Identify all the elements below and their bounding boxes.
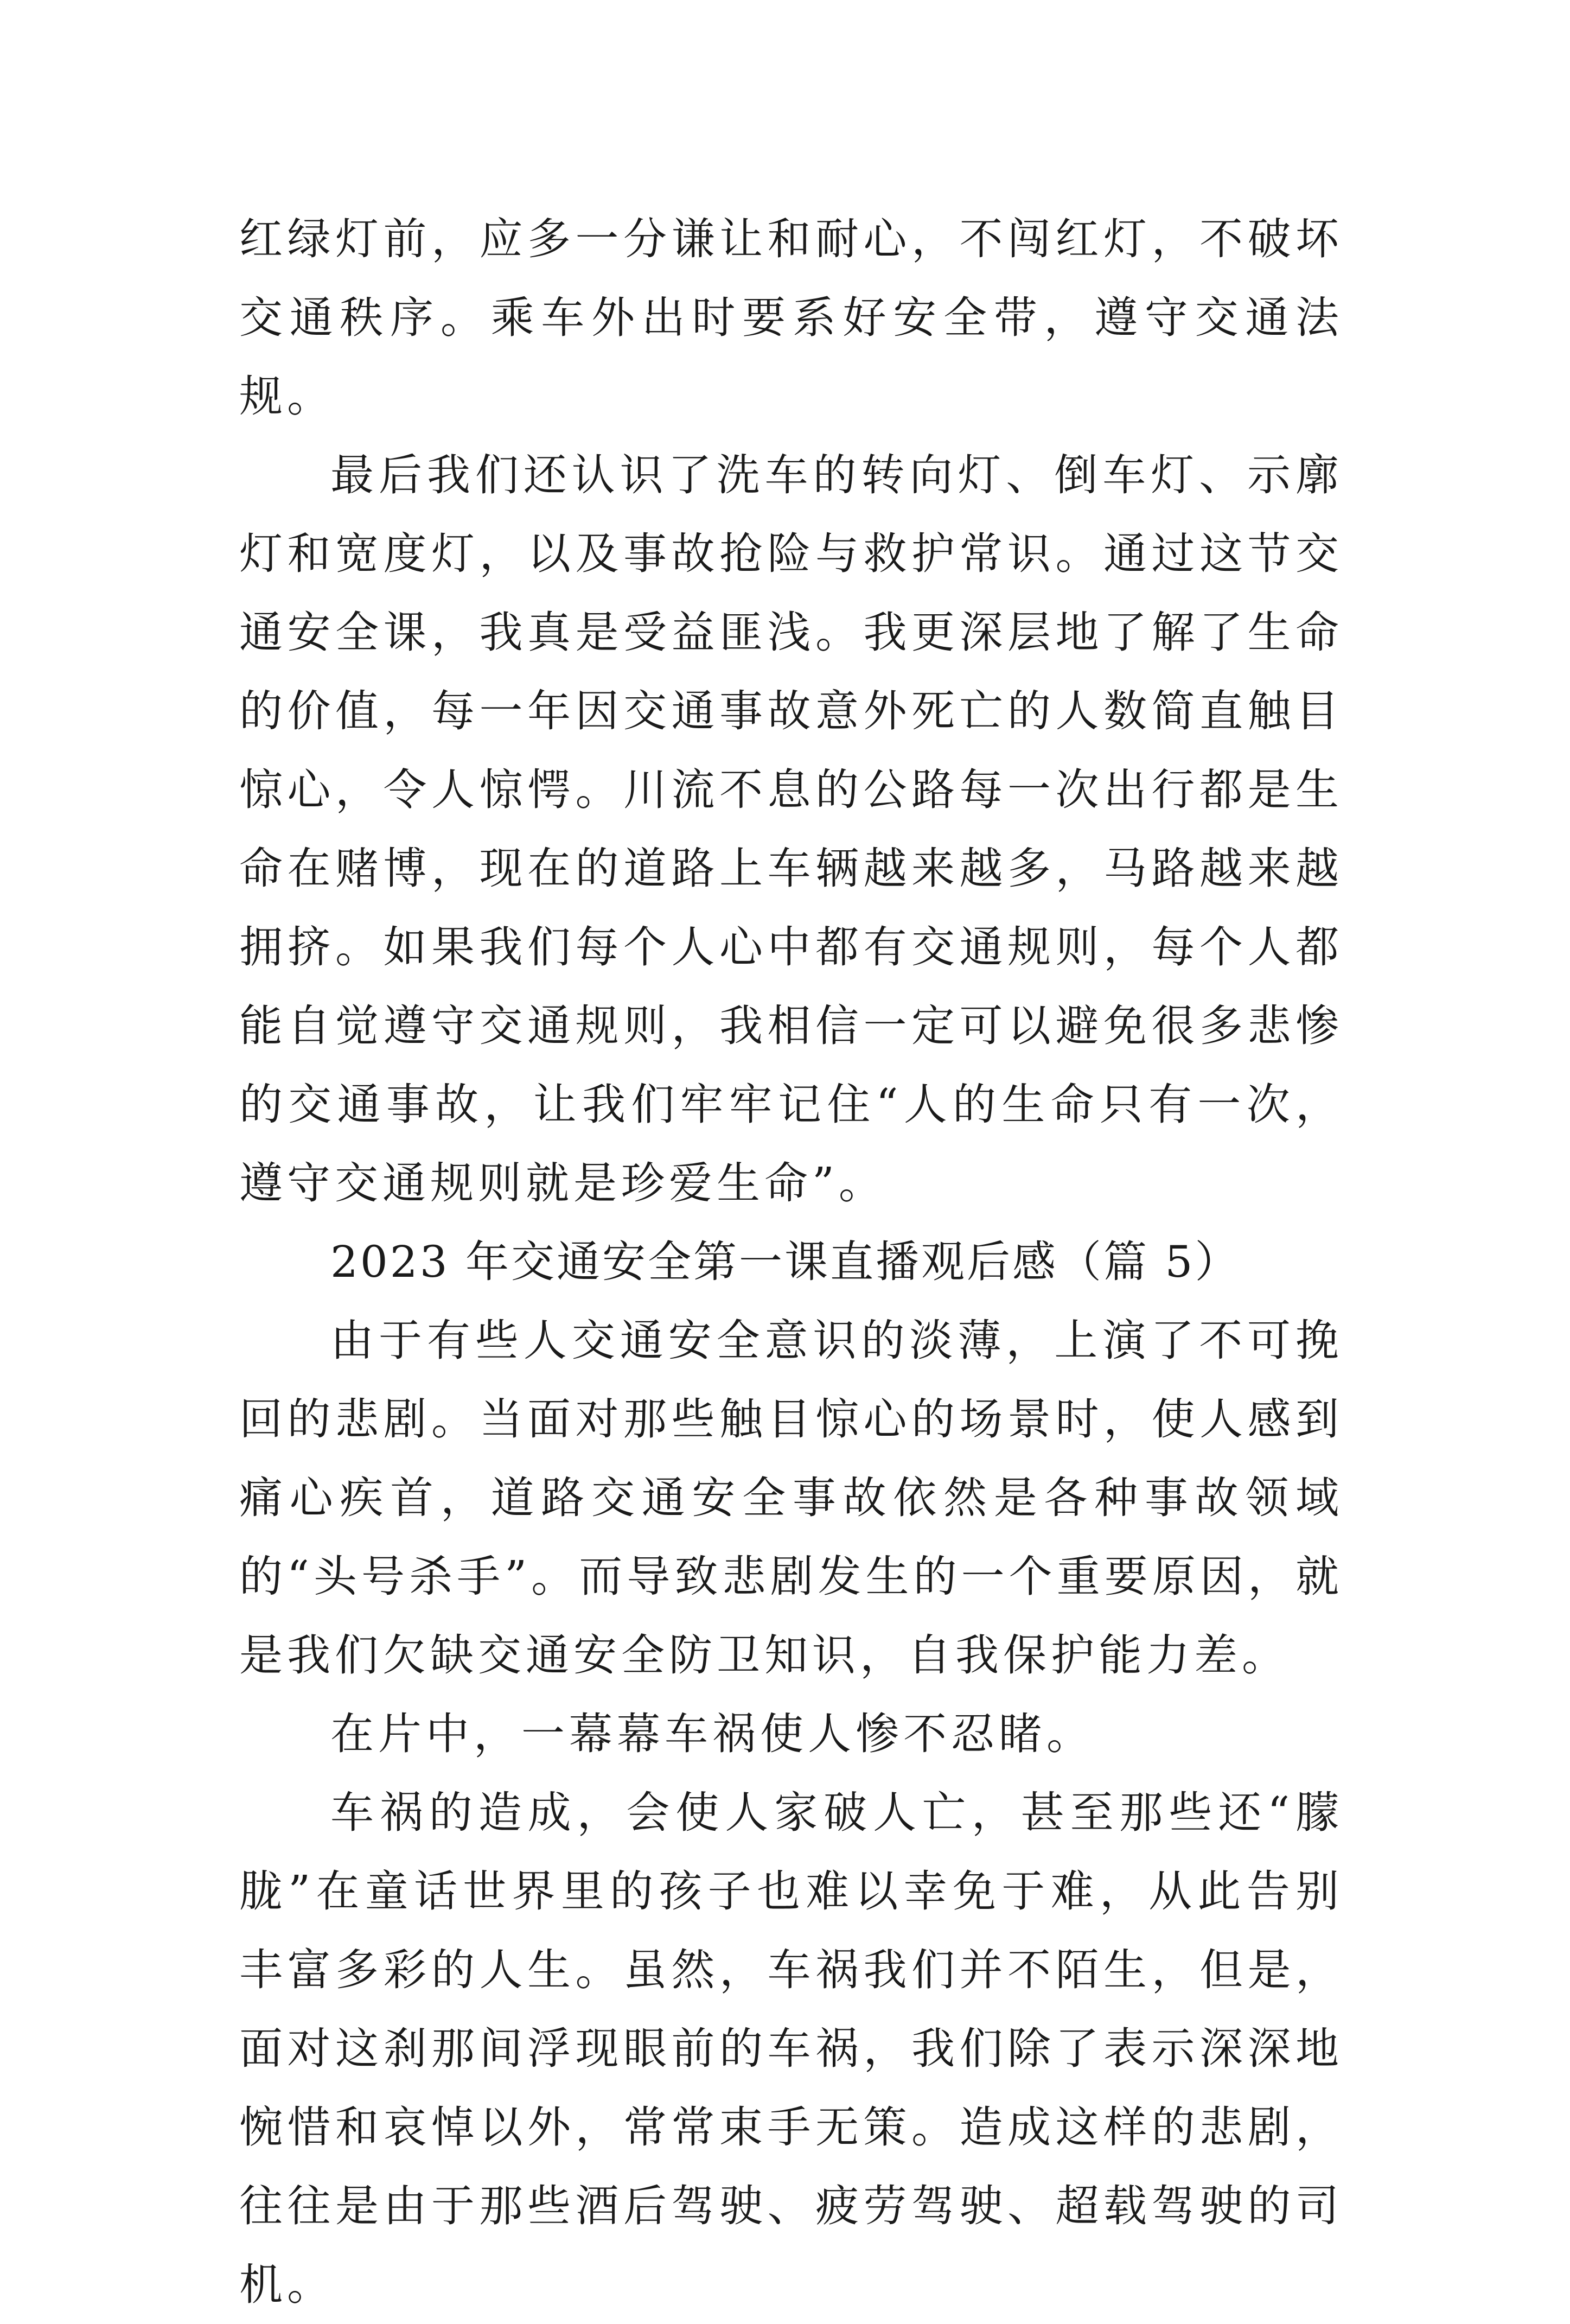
paragraph-intro: 由于有些人交通安全意识的淡薄，上演了不可挽回的悲剧。当面对那些触目惊心的场景时，使人感到痛心疾首，道路交通安全事故依然是各种事故领域的“头号杀手”。而导致悲剧发生的一个重要原因，就是我们欠缺交通安全防卫知识，自我保护能力差。: [239, 1315, 1343, 1680]
paragraph-continuation: 红绿灯前，应多一分谦让和耐心，不闯红灯，不破坏交通秩序。乘车外出时要系好安全带，遵守交通法规。: [239, 214, 1343, 422]
document-body: [239, 200, 1343, 2324]
section-heading: 2023 年交通安全第一课直播观后感（篇 5）: [330, 1237, 1241, 1287]
paragraph-film: 在片中，一幕幕车祸使人惨不忍睹。: [330, 1709, 1094, 1759]
paragraph-accidents: 车祸的造成，会使人家破人亡，甚至那些还“朦胧”在童话世界里的孩子也难以幸免于难，从此告别丰富多彩的人生。虽然，车祸我们并不陌生，但是，面对这刹那间浮现眼前的车祸，我们除了表示深深地惋惜和哀悼以外，常常束手无策。造成这样的悲剧，往往是由于那些酒后驾驶、疲劳驾驶、超载驾驶的司机。: [239, 1787, 1343, 2310]
paragraph-summary: 最后我们还认识了洗车的转向灯、倒车灯、示廓灯和宽度灯，以及事故抢险与救护常识。通过这节交通安全课，我真是受益匪浅。我更深层地了解了生命的价值，每一年因交通事故意外死亡的人数简直触目惊心，令人惊愕。川流不息的公路每一次出行都是生命在赌博，现在的道路上车辆越来越多，马路越来越拥挤。如果我们每个人心中都有交通规则，每个人都能自觉遵守交通规则，我相信一定可以避免很多悲惨的交通事故，让我们牢牢记住“人的生命只有一次，遵守交通规则就是珍爱生命”。: [239, 450, 1343, 1208]
